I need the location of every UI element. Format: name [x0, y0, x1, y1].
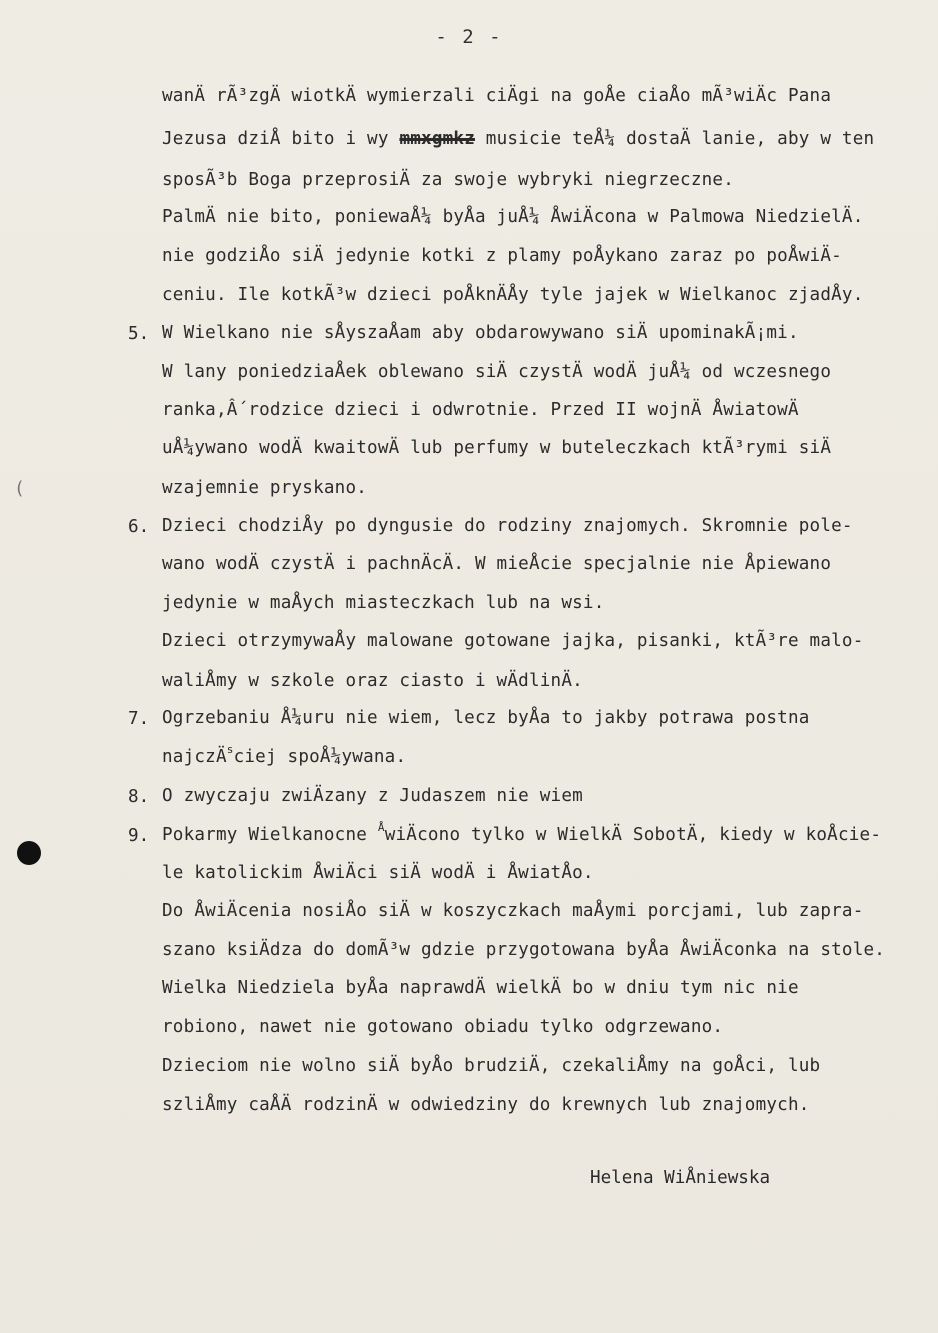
text-line: robiono, nawet nie gotowano obiadu tylko odgrzewano.	[162, 1017, 724, 1037]
text-line: Do ÅwiÄcenia nosiÅo siÄ w koszyczkach maÅymi porcjami, lub zapra-	[162, 901, 864, 921]
item-number: 9.	[128, 826, 150, 846]
punch-hole-mark	[17, 841, 41, 865]
text-line: nie godziÅo siÄ jedynie kotki z plamy poÅykano zaraz po poÅwiÄ-	[162, 246, 842, 266]
text-fragment: ciej spoÅ¼ywana.	[233, 747, 407, 767]
text-line: wzajemnie pryskano.	[162, 478, 368, 498]
text-line: le katolickim ÅwiÄci siÄ wodÄ i ÅwiatÅo.	[162, 863, 594, 883]
text-line: W Wielkano nie sÅyszaÅam aby obdarowywano siÄ upominakÃ¡mi.	[162, 323, 799, 343]
text-line: waliÅmy w szkole oraz ciasto i wÄdlinÄ.	[162, 671, 583, 691]
item-number: 8.	[128, 787, 150, 807]
text-line: O zwyczaju zwiÄzany z Judaszem nie wiem	[162, 786, 583, 806]
text-fragment: Pokarmy Wielkanocne	[162, 825, 378, 845]
text-fragment: najczÄ	[162, 747, 227, 767]
text-line: W lany poniedziaÅek oblewano siÄ czystÄ wodÄ juÅ¼ od wczesnego	[162, 362, 832, 382]
text-fragment: Jezusa dziÅ bito i wy	[162, 129, 400, 149]
text-line: Ogrzebaniu Å¼uru nie wiem, lecz byÅa to jakby potrawa postna	[162, 708, 810, 728]
text-line: sposÃ³b Boga przeprosiÄ za swoje wybryki niegrzeczne.	[162, 170, 734, 190]
signature: Helena WiÅniewska	[590, 1168, 771, 1188]
text-line: Wielka Niedziela byÅa naprawdÄ wielkÄ bo w dniu tym nic nie	[162, 978, 799, 998]
text-line: wano wodÄ czystÄ i pachnÄcÄ. W mieÅcie specjalnie nie Åpiewano	[162, 554, 832, 574]
text-line: szliÅmy caÅÄ rodzinÄ w odwiedziny do krewnych lub znajomych.	[162, 1095, 810, 1115]
text-line	[162, 129, 874, 149]
text-line	[162, 821, 882, 845]
superscript-correction: Å	[377, 821, 385, 834]
text-line: Dzieci chodziÅy po dyngusie do rodziny znajomych. Skromnie pole-	[162, 516, 853, 536]
text-line: Dzieciom nie wolno siÄ byÅo brudziÄ, czekaliÅmy na goÅci, lub	[162, 1056, 821, 1076]
text-line: PalmÄ nie bito, poniewaÅ¼ byÅa juÅ¼ ÅwiÄcona w Palmowa NiedzielÄ.	[162, 207, 864, 227]
text-line: szano ksiÄdza do domÃ³w gdzie przygotowana byÅa ÅwiÄconka na stole.	[162, 940, 886, 960]
page-number: - 2 -	[435, 26, 503, 48]
text-line: ceniu. Ile kotkÃ³w dzieci poÅknÄÅy tyle jajek w Wielkanoc zjadÅy.	[162, 285, 864, 305]
text-line: uÅ¼ywano wodÄ kwaitowÄ lub perfumy w buteleczkach ktÃ³rymi siÄ	[162, 438, 832, 458]
text-fragment: musicie teÅ¼ dostaÄ lanie, aby w ten	[474, 129, 875, 149]
text-line: jedynie w maÅych miasteczkach lub na wsi.	[162, 593, 605, 613]
struck-out-word: mmxgmkz	[399, 129, 475, 149]
text-fragment: wiÄcono tylko w WielkÄ SobotÄ, kiedy w koÅcie-	[384, 825, 882, 845]
item-number: 7.	[128, 709, 150, 729]
item-number: 6.	[128, 517, 150, 537]
text-line: wanÄ rÃ³zgÄ wiotkÄ wymierzali ciÄgi na goÅe ciaÅo mÃ³wiÄc Pana	[162, 86, 832, 106]
text-line	[162, 743, 407, 767]
text-line: ranka,Â´rodzice dzieci i odwrotnie. Przed II wojnÄ ÅwiatowÄ	[162, 400, 799, 420]
item-number: 5.	[128, 324, 150, 344]
superscript-correction: s	[226, 743, 234, 756]
text-line: Dzieci otrzymywaÅy malowane gotowane jajka, pisanki, ktÃ³re malo-	[162, 631, 864, 651]
margin-mark: (	[14, 478, 25, 499]
